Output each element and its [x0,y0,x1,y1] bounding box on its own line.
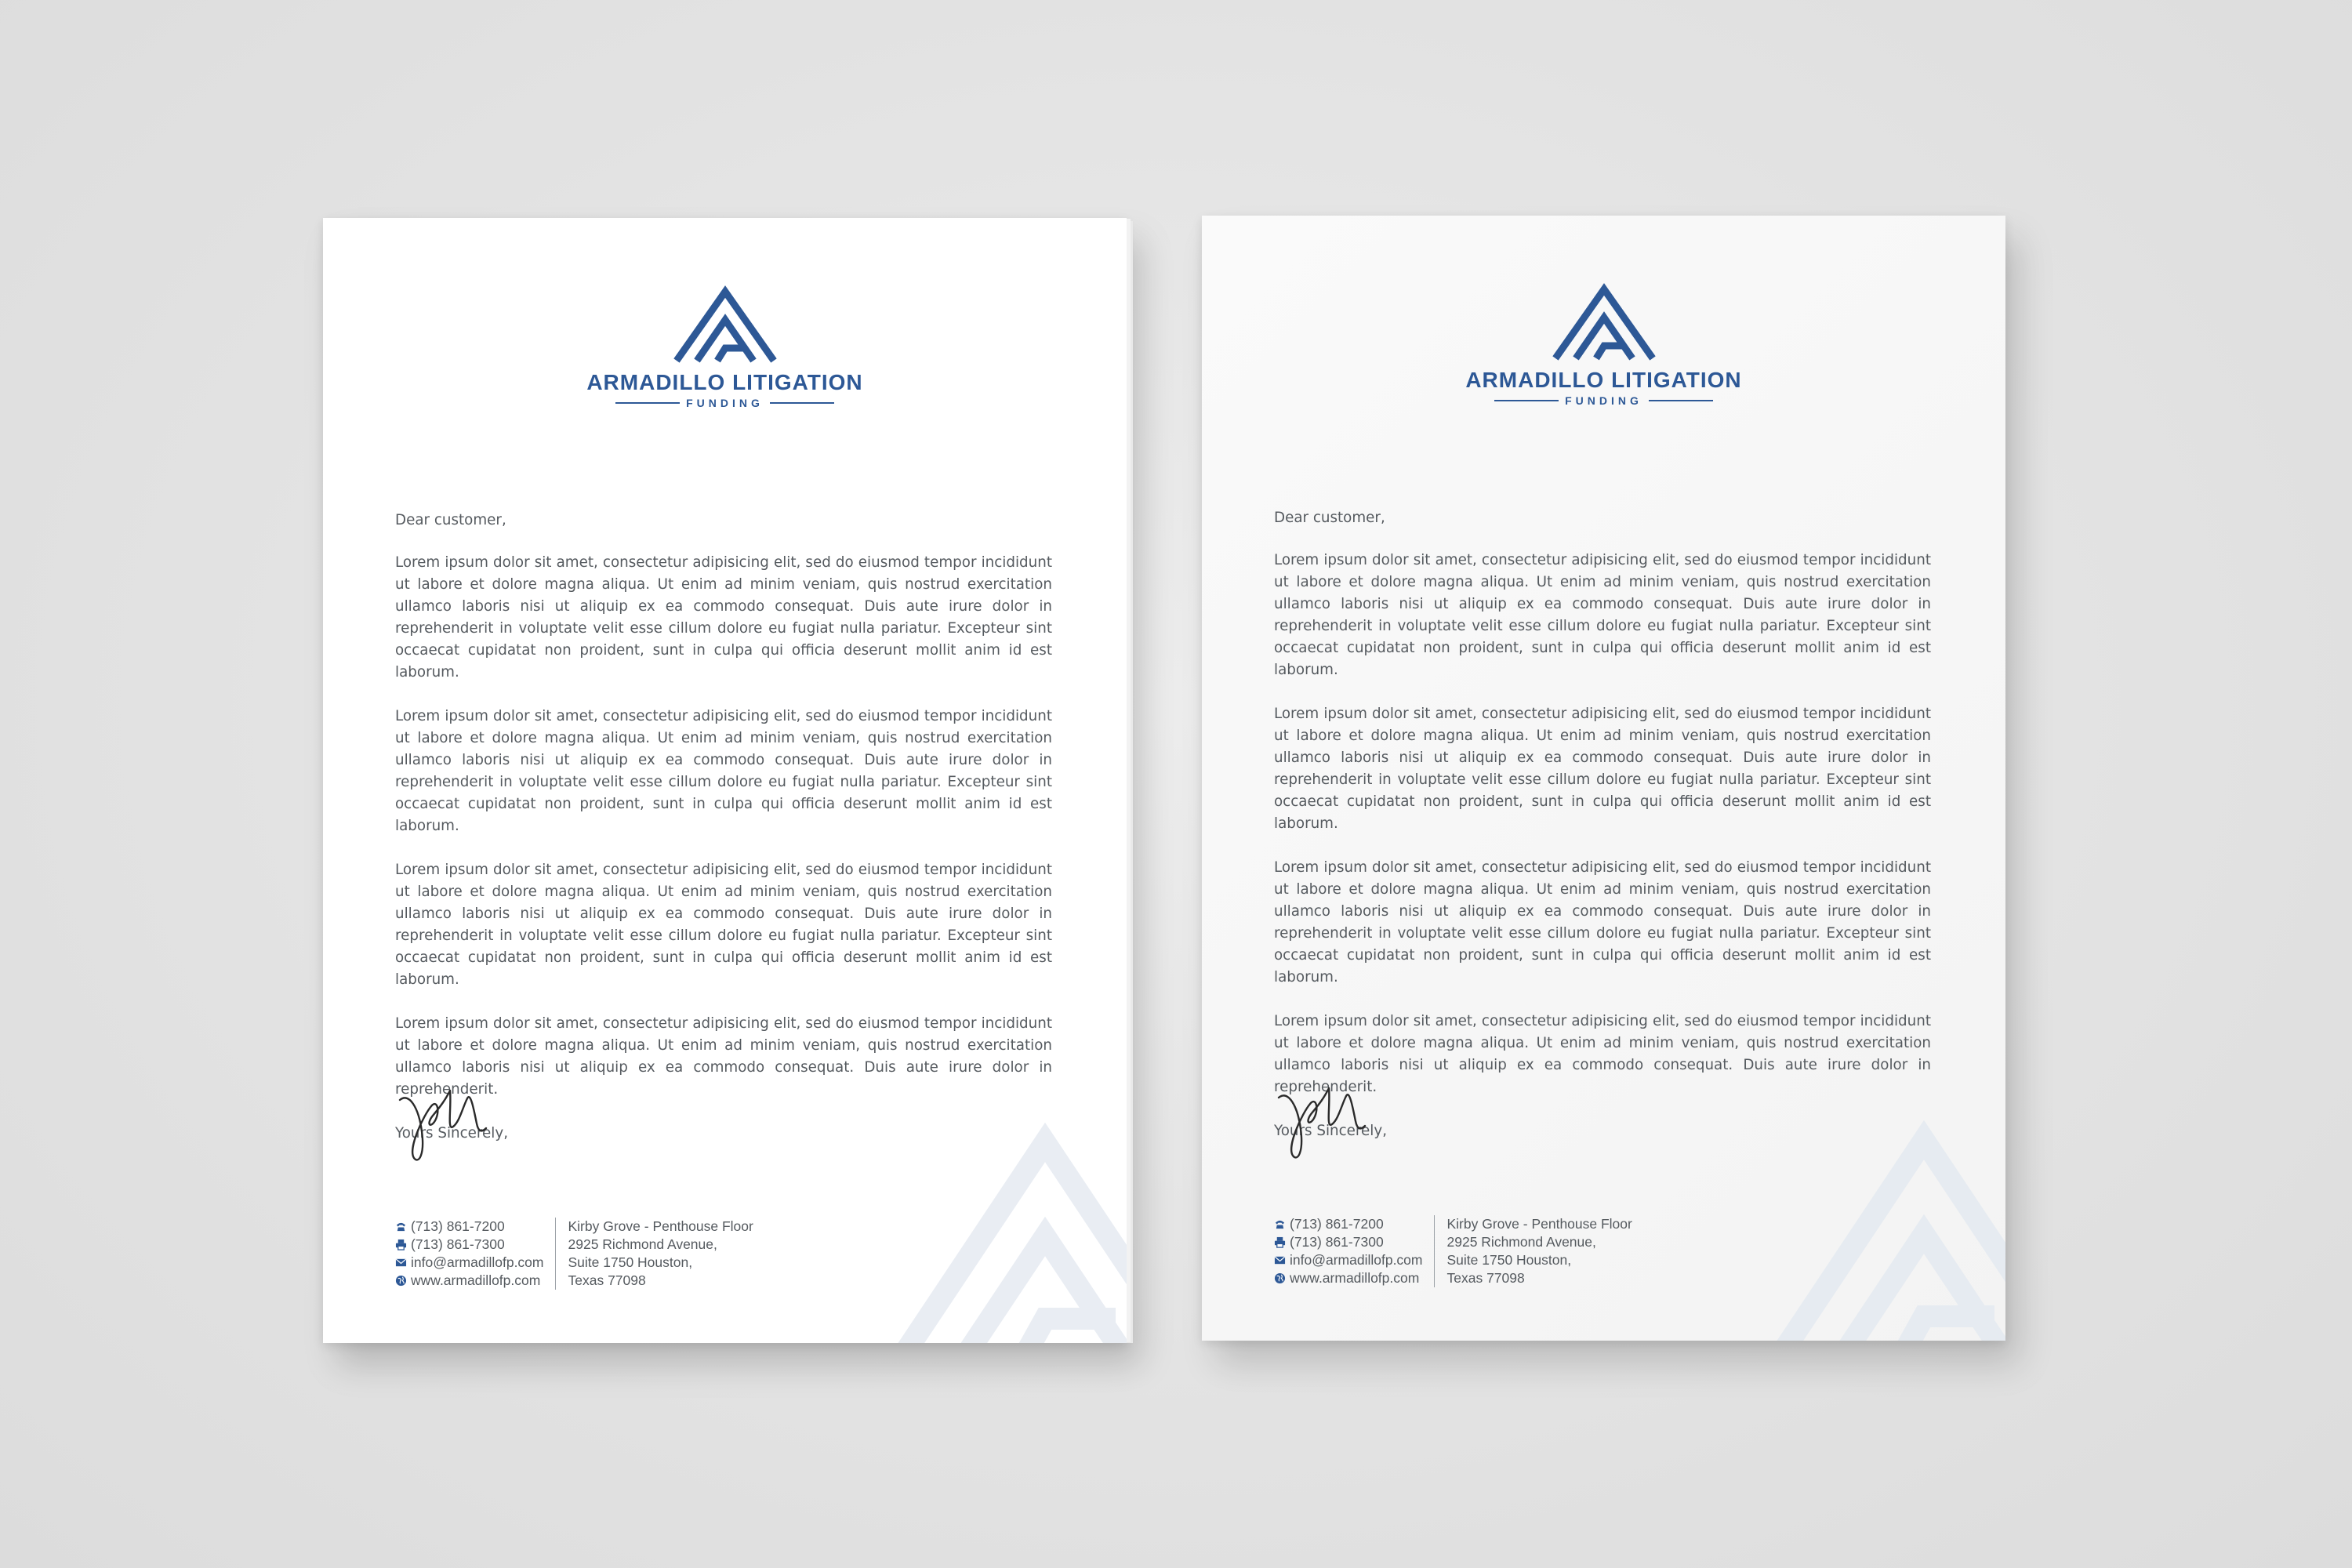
paragraph-2: Lorem ipsum dolor sit amet, consectetur adipisicing elit, sed do eiusmod tempor incididunt ut labore et dolore magna aliqua. Ut enim ad minim veniam, quis nostrud exercitation ullamco laboris nisi ut aliquip ex ea commodo consequat. Duis aute irure dolor in reprehenderit in voluptate velit esse cillum dolore eu fugiat nulla pariatur. Excepteur sint occaecat cupidatat non proident, sunt in culpa qui officia deserunt mollit anim id est laborum. [1274,706,1931,832]
website-url[interactable]: www.armadillofp.com [1290,1270,1420,1286]
brand-name: ARMADILLO LITIGATION [586,370,863,394]
email-icon [1274,1254,1286,1266]
email-line [395,1254,544,1272]
armadillo-logo-icon [673,285,777,364]
contact-footer [1274,1215,1632,1287]
fax-number: (713) 861-7300 [1290,1234,1384,1250]
fax-icon [1274,1236,1286,1248]
tagline-rule-left [615,402,680,404]
paragraph-3: Lorem ipsum dolor sit amet, consectetur adipisicing elit, sed do eiusmod tempor incididunt ut labore et dolore magna aliqua. Ut enim ad minim veniam, quis nostrud exercitation ullamco laboris nisi ut aliquip ex ea commodo consequat. Duis aute irure dolor in reprehenderit in voluptate velit esse cillum dolore eu fugiat nulla pariatur. Excepteur sint occaecat cupidatat non proident, sunt in culpa qui officia deserunt mollit anim id est laborum. [395,862,1052,988]
closing: Yours Sincerely, [1274,1123,1387,1139]
paragraph-3: Lorem ipsum dolor sit amet, consectetur adipisicing elit, sed do eiusmod tempor incididunt ut labore et dolore magna aliqua. Ut enim ad minim veniam, quis nostrud exercitation ullamco laboris nisi ut aliquip ex ea commodo consequat. Duis aute irure dolor in reprehenderit in voluptate velit esse cillum dolore eu fugiat nulla pariatur. Excepteur sint occaecat cupidatat non proident, sunt in culpa qui officia deserunt mollit anim id est laborum. [1274,859,1931,985]
signature-icon [1274,1074,1376,1168]
address-column [1435,1215,1632,1287]
website-line [1274,1269,1423,1287]
fax-line [1274,1233,1423,1251]
address-column [556,1218,753,1290]
letterhead-sheet-left [323,218,1127,1343]
paragraph-4: Lorem ipsum dolor sit amet, consectetur adipisicing elit, sed do eiusmod tempor incididunt ut labore et dolore magna aliqua. Ut enim ad minim veniam, quis nostrud exercitation ullamco laboris nisi ut aliquip ex ea commodo consequat. Duis aute irure dolor in reprehenderit. [1274,1013,1931,1095]
brand-tagline-row [323,397,1127,409]
address-line-3: Suite 1750 Houston, [568,1254,693,1270]
tagline-rule-right [770,402,834,404]
company-logo [323,285,1127,409]
paragraph-1: Lorem ipsum dolor sit amet, consectetur adipisicing elit, sed do eiusmod tempor incididunt ut labore et dolore magna aliqua. Ut enim ad minim veniam, quis nostrud exercitation ullamco laboris nisi ut aliquip ex ea commodo consequat. Duis aute irure dolor in reprehenderit in voluptate velit esse cillum dolore eu fugiat nulla pariatur. Excepteur sint occaecat cupidatat non proident, sunt in culpa qui officia deserunt mollit anim id est laborum. [395,554,1052,681]
website-url[interactable]: www.armadillofp.com [411,1272,541,1288]
address-line-4: Texas 77098 [1446,1270,1525,1286]
paragraph-4: Lorem ipsum dolor sit amet, consectetur adipisicing elit, sed do eiusmod tempor incididunt ut labore et dolore magna aliqua. Ut enim ad minim veniam, quis nostrud exercitation ullamco laboris nisi ut aliquip ex ea commodo consequat. Duis aute irure dolor in reprehenderit. [395,1015,1052,1098]
salutation: Dear customer, [395,512,506,528]
letter-body [1274,507,1931,1142]
signature-icon [395,1076,497,1171]
company-logo [1202,283,2005,407]
brand-tagline-row [1202,394,2005,407]
email-line [1274,1251,1423,1269]
email-address[interactable]: info@armadillofp.com [411,1254,544,1270]
address-line-2: 2925 Richmond Avenue, [568,1236,717,1252]
logo-watermark-icon [1775,1116,2005,1341]
phone-line [395,1218,544,1236]
contact-column [1274,1215,1435,1287]
contact-footer [395,1218,753,1290]
letter-body [395,510,1052,1145]
tagline-rule-right [1649,400,1713,401]
globe-icon [1274,1272,1286,1284]
contact-column [395,1218,556,1290]
brand-tagline: FUNDING [686,397,764,409]
closing: Yours Sincerely, [395,1125,508,1142]
fax-icon [395,1239,407,1250]
email-address[interactable]: info@armadillofp.com [1290,1252,1423,1268]
address-line-4: Texas 77098 [568,1272,646,1288]
address-line-1: Kirby Grove - Penthouse Floor [1446,1216,1632,1232]
salutation: Dear customer, [1274,510,1385,526]
brand-name: ARMADILLO LITIGATION [1465,368,1742,392]
paragraph-2: Lorem ipsum dolor sit amet, consectetur adipisicing elit, sed do eiusmod tempor incididunt ut labore et dolore magna aliqua. Ut enim ad minim veniam, quis nostrud exercitation ullamco laboris nisi ut aliquip ex ea commodo consequat. Duis aute irure dolor in reprehenderit in voluptate velit esse cillum dolore eu fugiat nulla pariatur. Excepteur sint occaecat cupidatat non proident, sunt in culpa qui officia deserunt mollit anim id est laborum. [395,708,1052,834]
fax-line [395,1236,544,1254]
address-line-3: Suite 1750 Houston, [1446,1252,1572,1268]
phone-line [1274,1215,1423,1233]
email-icon [395,1257,407,1269]
address-line-1: Kirby Grove - Penthouse Floor [568,1218,753,1234]
website-line [395,1272,544,1290]
fax-number: (713) 861-7300 [411,1236,505,1252]
globe-icon [395,1275,407,1287]
armadillo-logo-icon [1552,283,1656,361]
tagline-rule-left [1494,400,1559,401]
brand-tagline: FUNDING [1565,394,1642,407]
phone-icon [1274,1218,1286,1230]
letterhead-sheet-right [1202,216,2005,1341]
phone-number: (713) 861-7200 [411,1218,505,1234]
phone-icon [395,1221,407,1232]
logo-watermark-icon [896,1119,1127,1343]
address-line-2: 2925 Richmond Avenue, [1446,1234,1596,1250]
phone-number: (713) 861-7200 [1290,1216,1384,1232]
paragraph-1: Lorem ipsum dolor sit amet, consectetur adipisicing elit, sed do eiusmod tempor incididunt ut labore et dolore magna aliqua. Ut enim ad minim veniam, quis nostrud exercitation ullamco laboris nisi ut aliquip ex ea commodo consequat. Duis aute irure dolor in reprehenderit in voluptate velit esse cillum dolore eu fugiat nulla pariatur. Excepteur sint occaecat cupidatat non proident, sunt in culpa qui officia deserunt mollit anim id est laborum. [1274,552,1931,678]
